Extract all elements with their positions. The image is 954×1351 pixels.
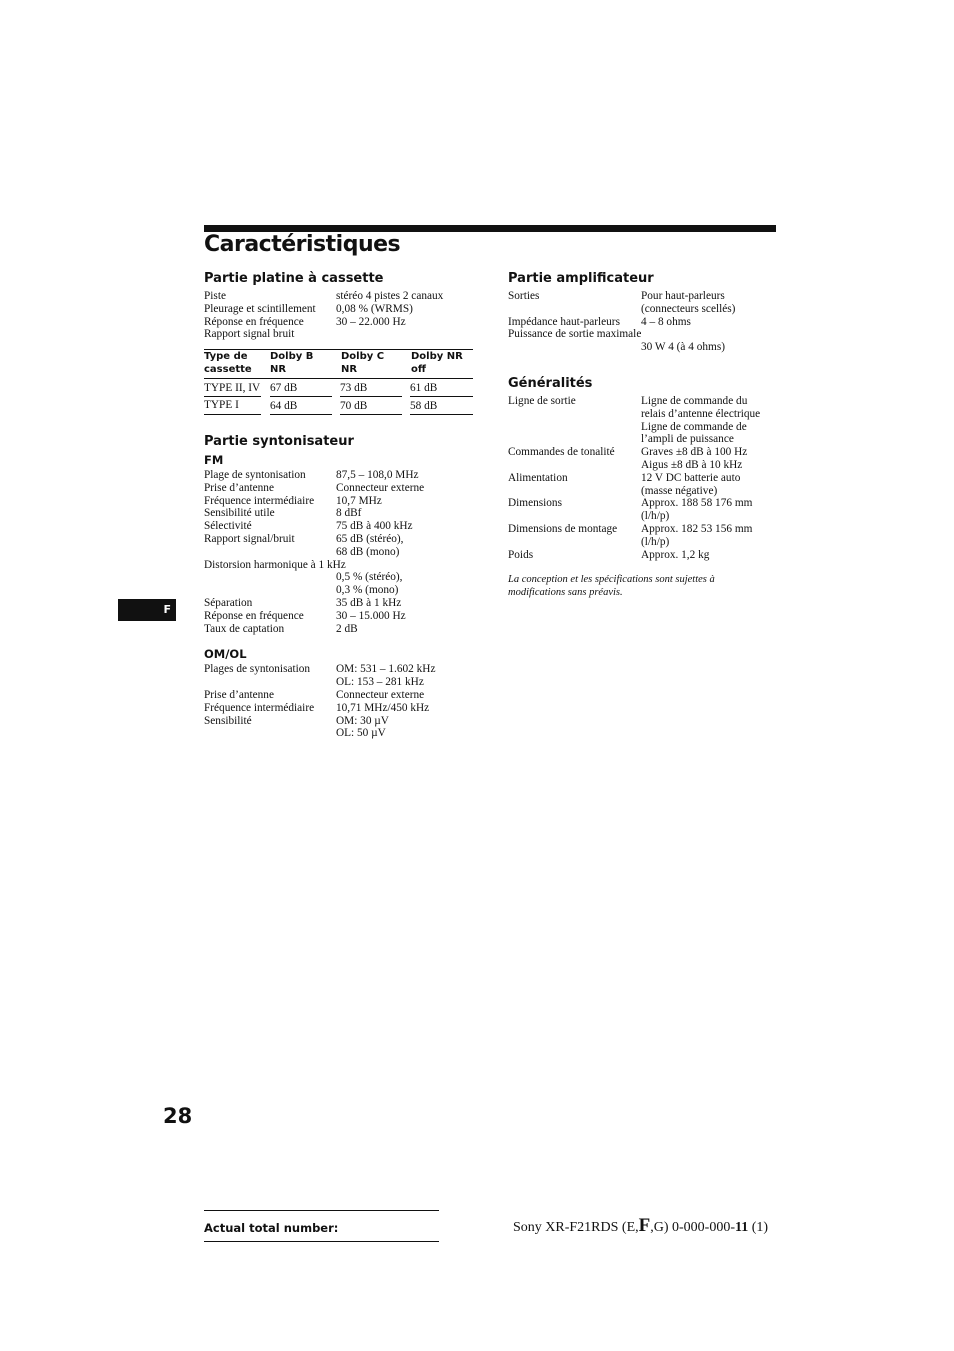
spec-label: Plages de syntonisation <box>204 663 311 676</box>
spec-value: 0,08 % (WRMS) <box>336 302 413 315</box>
spec-value: 12 V DC batterie auto <box>641 471 741 484</box>
table-cell: 70 dB <box>340 400 368 412</box>
spec-row <box>204 290 484 303</box>
spec-row <box>508 510 783 523</box>
title-rule <box>204 225 776 232</box>
spec-row <box>204 559 484 572</box>
table-row-rule <box>270 414 332 415</box>
footer-model-code <box>513 1215 768 1237</box>
spec-label: Rapport signal bruit <box>204 328 295 341</box>
spec-label: Fréquence intermédiaire <box>204 494 315 507</box>
model-middle: ,G) 0-000-000- <box>650 1220 736 1235</box>
spec-row <box>508 395 783 408</box>
amplifier-heading: Partie amplificateur <box>508 271 654 286</box>
spec-value: 75 dB à 400 kHz <box>336 520 413 533</box>
spec-value: 30 W 4 (à 4 ohms) <box>641 341 725 354</box>
spec-label <box>508 341 641 354</box>
spec-row <box>204 303 484 316</box>
spec-row <box>204 571 484 584</box>
spec-label: Sorties <box>508 290 540 302</box>
spec-label: Sensibilité utile <box>204 507 275 520</box>
table-top-rule <box>204 349 473 350</box>
spec-label: Puissance de sortie maximale <box>508 328 642 341</box>
spec-label: Prise d’antenne <box>204 688 274 701</box>
spec-value <box>346 559 484 572</box>
table-row-rule <box>204 396 261 397</box>
spec-label <box>508 303 641 316</box>
note-line: La conception et les spécifications sont sujettes à <box>508 574 715 586</box>
spec-row <box>204 469 484 482</box>
spec-label: Piste <box>204 290 226 302</box>
spec-row <box>508 485 783 498</box>
table-cell: 64 dB <box>270 400 298 412</box>
spec-value: Connecteur externe <box>336 481 425 494</box>
spec-label: Plage de syntonisation <box>204 469 306 481</box>
spec-row <box>204 316 484 329</box>
table-header-type: Type de cassette <box>204 351 252 375</box>
spec-value: Connecteur externe <box>336 688 425 701</box>
spec-row <box>508 316 783 329</box>
tuner-heading: Partie syntonisateur <box>204 434 354 449</box>
spec-label: Alimentation <box>508 471 568 484</box>
spec-row <box>204 597 484 610</box>
spec-value: 10,7 MHz <box>336 494 382 507</box>
spec-row <box>204 507 484 520</box>
spec-value: 30 – 15.000 Hz <box>336 609 406 622</box>
spec-label: Prise d’antenne <box>204 481 274 494</box>
table-row-rule <box>410 414 473 415</box>
model-bold: 11 <box>735 1220 749 1235</box>
am-heading: OM/OL <box>204 647 247 662</box>
general-section <box>508 376 783 599</box>
spec-label <box>204 546 336 559</box>
spec-label: Réponse en fréquence <box>204 609 304 622</box>
cassette-section <box>204 271 484 341</box>
footer-bottom-rule <box>204 1241 439 1242</box>
table-cell: 61 dB <box>410 382 438 394</box>
model-letter: F <box>638 1215 651 1236</box>
table-row-rule <box>340 414 402 415</box>
spec-value: 35 dB à 1 kHz <box>336 596 402 609</box>
table-cell: 73 dB <box>340 382 368 394</box>
spec-row <box>204 610 484 623</box>
page-title: Caractéristiques <box>204 232 401 257</box>
table-cell: 67 dB <box>270 382 298 394</box>
spec-value: 4 – 8 ohms <box>641 315 691 328</box>
spec-label <box>204 571 336 584</box>
spec-value: relais d’antenne électrique <box>641 407 761 420</box>
fm-spec-list <box>204 469 484 635</box>
spec-value: OL: 153 – 281 kHz <box>336 676 424 689</box>
spec-row <box>204 623 484 636</box>
spec-row <box>204 482 484 495</box>
table-cell: 58 dB <box>410 400 438 412</box>
spec-row <box>204 715 484 728</box>
spec-value: Approx. 1,2 kg <box>641 548 710 561</box>
cassette-table <box>204 345 474 417</box>
spec-value: 0,5 % (stéréo), <box>336 571 403 584</box>
table-header-rule <box>204 378 473 379</box>
spec-label: Séparation <box>204 596 253 609</box>
spec-label: Taux de captation <box>204 622 285 635</box>
spec-label <box>508 536 641 549</box>
spec-value: Graves ±8 dB à 100 Hz <box>641 446 748 459</box>
footer-label: Actual total number: <box>204 1221 339 1235</box>
page-number: 28 <box>163 1104 193 1128</box>
spec-row <box>508 497 783 510</box>
spec-row <box>204 328 484 341</box>
spec-row <box>508 549 783 562</box>
language-tab-f <box>118 599 176 621</box>
spec-row <box>204 689 484 702</box>
spec-row <box>204 533 484 546</box>
spec-label: Fréquence intermédiaire <box>204 701 315 714</box>
spec-value: Ligne de commande du <box>641 395 748 407</box>
spec-value: 68 dB (mono) <box>336 545 400 558</box>
spec-label: Distorsion harmonique à 1 kHz <box>204 558 346 571</box>
spec-label: Dimensions <box>508 497 562 510</box>
spec-label: Commandes de tonalité <box>508 446 615 459</box>
spec-row <box>204 727 484 740</box>
spec-value: (l/h/p) <box>641 535 670 548</box>
spec-label <box>204 584 336 597</box>
spec-value: Aigus ±8 dB à 10 kHz <box>641 458 743 471</box>
spec-row <box>508 536 783 549</box>
table-cell: TYPE II, IV <box>204 382 261 394</box>
tuner-section <box>204 434 484 740</box>
cassette-heading: Partie platine à cassette <box>204 271 384 286</box>
spec-label <box>204 676 336 689</box>
spec-value: (l/h/p) <box>641 510 670 523</box>
spec-label: Sélectivité <box>204 520 252 533</box>
cassette-spec-list <box>204 290 484 341</box>
spec-value: 87,5 – 108,0 MHz <box>336 469 419 481</box>
spec-row <box>508 523 783 536</box>
table-header-dolby-b: Dolby B NR <box>270 351 314 375</box>
spec-value: 65 dB (stéréo), <box>336 532 404 545</box>
amplifier-section <box>508 271 783 354</box>
spec-label <box>508 433 641 446</box>
table-cell: TYPE I <box>204 399 239 411</box>
spec-label: Sensibilité <box>204 714 252 727</box>
spec-row <box>204 663 484 676</box>
general-heading: Généralités <box>508 376 593 391</box>
spec-row <box>204 702 484 715</box>
spec-value <box>336 328 484 341</box>
table-header-dolby-c: Dolby C NR <box>341 351 385 375</box>
footer-top-rule <box>204 1210 439 1211</box>
spec-label: Dimensions de montage <box>508 522 618 535</box>
spec-row <box>204 584 484 597</box>
spec-row <box>204 676 484 689</box>
spec-value: OL: 50 µV <box>336 727 386 740</box>
spec-label: Réponse en fréquence <box>204 315 304 328</box>
spec-value: OM: 531 – 1.602 kHz <box>336 663 436 676</box>
spec-row <box>508 446 783 459</box>
spec-value: Approx. 182 53 156 mm <box>641 522 753 535</box>
spec-label: Poids <box>508 548 534 561</box>
spec-value: (connecteurs scellés) <box>641 302 736 315</box>
spec-value: Pour haut-parleurs <box>641 290 725 302</box>
spec-label <box>204 727 336 740</box>
spec-row <box>508 408 783 421</box>
spec-label: Impédance haut-parleurs <box>508 315 620 328</box>
table-header-dolby-off: Dolby NR off <box>411 351 463 375</box>
note-line: modifications sans préavis. <box>508 587 623 599</box>
spec-value <box>641 328 783 341</box>
amplifier-spec-list <box>508 290 783 354</box>
spec-value: 30 – 22.000 Hz <box>336 315 406 328</box>
spec-value: stéréo 4 pistes 2 canaux <box>336 290 444 302</box>
spec-label <box>508 408 641 421</box>
spec-value: 0,3 % (mono) <box>336 584 399 597</box>
table-row-rule <box>340 396 402 397</box>
spec-label <box>508 421 641 434</box>
spec-value: 10,71 MHz/450 kHz <box>336 701 430 714</box>
spec-label <box>508 510 641 523</box>
language-tab-letter: F <box>163 603 171 616</box>
model-prefix: Sony XR-F21RDS (E, <box>513 1220 639 1235</box>
table-row-rule <box>270 396 332 397</box>
spec-row <box>508 328 783 341</box>
table-row-rule <box>410 396 473 397</box>
spec-row <box>508 472 783 485</box>
spec-value: OM: 30 µV <box>336 714 389 727</box>
spec-label: Pleurage et scintillement <box>204 302 316 315</box>
spec-value: l’ampli de puissance <box>641 433 734 446</box>
spec-row <box>204 546 484 559</box>
fm-heading: FM <box>204 453 224 467</box>
spec-row <box>508 290 783 303</box>
disclaimer-note <box>508 573 783 599</box>
spec-row <box>204 520 484 533</box>
spec-row <box>508 459 783 472</box>
am-spec-list <box>204 663 484 740</box>
spec-label: Ligne de sortie <box>508 395 576 407</box>
spec-value: 8 dBf <box>336 507 362 520</box>
table-row-rule <box>204 414 261 415</box>
spec-row <box>508 303 783 316</box>
spec-value: (masse négative) <box>641 484 718 497</box>
spec-label <box>508 459 641 472</box>
spec-value: Approx. 188 58 176 mm <box>641 497 753 510</box>
spec-label <box>508 485 641 498</box>
model-suffix: (1) <box>748 1220 769 1235</box>
spec-value: 2 dB <box>336 622 358 635</box>
spec-value: Ligne de commande de <box>641 420 747 433</box>
spec-row <box>508 433 783 446</box>
spec-row <box>508 421 783 434</box>
spec-label: Rapport signal/bruit <box>204 532 295 545</box>
spec-row <box>204 495 484 508</box>
spec-row <box>508 341 783 354</box>
general-spec-list <box>508 395 783 561</box>
